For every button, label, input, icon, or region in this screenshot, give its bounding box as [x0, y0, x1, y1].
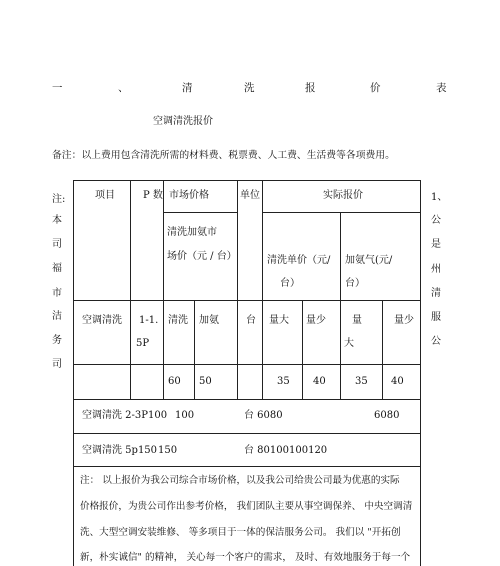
right-char: 公: [431, 336, 441, 347]
heading-char: 价: [370, 82, 381, 94]
heading-char: 清: [182, 82, 193, 94]
row3-unit: 台 6080: [244, 410, 283, 421]
row1-qty-small-2: 量少: [394, 315, 414, 326]
grid-line: [382, 300, 383, 399]
row1-qty-small: 量少: [306, 315, 326, 326]
right-char: 1、: [431, 192, 448, 203]
row2-value: 40: [313, 376, 326, 387]
header-actual-unit-1: 清洗单价（元/: [267, 255, 331, 266]
row1-add: 加氨: [199, 315, 219, 326]
row1-item: 空调清洗: [82, 315, 122, 326]
grid-line: [73, 364, 420, 365]
right-char: 服: [431, 312, 441, 323]
grid-line: [73, 300, 420, 301]
header-market-sub-1: 清洗加氨市: [167, 227, 217, 238]
grid-line: [163, 180, 164, 399]
grid-line: [73, 399, 420, 400]
row4-item: 空调清洗 5p150: [82, 445, 158, 456]
left-char: 福: [52, 263, 62, 274]
row2-value: 50: [199, 376, 212, 387]
grid-line: [262, 180, 263, 399]
grid-line: [130, 180, 131, 399]
subtitle: 空调清洗报价: [153, 116, 213, 127]
grid-line: [73, 433, 420, 434]
header-p-count: P 数: [143, 190, 163, 201]
grid-line: [73, 466, 420, 467]
right-char: 公: [431, 215, 441, 226]
row3-item: 空调清洗 2-3P: [82, 410, 149, 421]
header-actual-unit-2: 台）: [280, 278, 300, 289]
right-char: 清: [431, 288, 441, 299]
right-char: 是: [431, 239, 441, 250]
grid-line: [73, 180, 420, 181]
note-line: 注： 以上报价为我公司综合市场价格，以及我公司给贵公司最为优惠的实际: [80, 475, 400, 486]
header-market-sub-2: 场价（元 / 台）: [167, 251, 237, 262]
left-char: 务: [52, 335, 62, 346]
header-actual-add-2: 台）: [345, 278, 365, 289]
grid-line: [302, 300, 303, 399]
remark: 备注：以上费用包含清洗所需的材料费、税票费、人工费、生活费等各项费用。: [52, 150, 395, 161]
heading-char: 洗: [244, 82, 255, 94]
row4-value: 150: [158, 445, 178, 456]
row3-value: 6080: [374, 410, 400, 421]
heading-char: 、: [118, 82, 129, 94]
grid-line: [73, 180, 74, 566]
left-char: 洁: [52, 311, 62, 322]
row1-p-1: 1-1.: [139, 315, 159, 326]
note-line: 洗、大型空调安装维修、 等多项目于一体的保洁服务公司。 我们以 "开拓创: [80, 527, 401, 538]
grid-line: [340, 212, 341, 399]
header-actual-price: 实际报价: [323, 190, 363, 201]
row1-unit: 台: [246, 315, 256, 326]
row4-unit: 台 80100100120: [244, 445, 328, 456]
row1-clean: 清洗: [168, 315, 188, 326]
heading-char: 一: [52, 82, 63, 94]
left-char: 本: [52, 215, 62, 226]
header-actual-add-1: 加氨气(元/: [345, 255, 393, 266]
row2-value: 60: [168, 376, 181, 387]
grid-line: [237, 180, 238, 399]
row3-value: 100: [148, 410, 168, 421]
header-unit: 单位: [240, 190, 260, 201]
heading-char: 表: [436, 82, 447, 94]
note-line: 新，朴实诚信" 的精神， 关心每一个客户的需求， 及时、有效地服务于每一个: [80, 552, 411, 563]
grid-line: [163, 212, 237, 213]
left-char: 注:: [52, 194, 66, 205]
right-char: 州: [431, 264, 441, 275]
note-line: 价格报价，为贵公司作出参考价格， 我们团队主要从事空调保养、 中央空调清: [80, 501, 413, 512]
grid-line: [420, 180, 421, 566]
row2-value: 35: [277, 376, 290, 387]
header-market-price: 市场价格: [169, 190, 209, 201]
row2-value: 35: [355, 376, 368, 387]
left-char: 司: [52, 359, 62, 370]
row1-p-2: 5P: [136, 338, 150, 349]
left-char: 司: [52, 239, 62, 250]
grid-line: [262, 212, 420, 213]
header-item: 项目: [95, 190, 115, 201]
left-char: 市: [52, 288, 62, 299]
row1-qty-big: 量大: [269, 315, 289, 326]
heading-char: 报: [305, 82, 316, 94]
row3-value: 100: [175, 410, 195, 421]
row1-qty-big-2: 量: [352, 315, 362, 326]
row2-value: 40: [391, 376, 404, 387]
grid-line: [194, 300, 195, 399]
row1-qty-big-2b: 大: [344, 338, 354, 349]
